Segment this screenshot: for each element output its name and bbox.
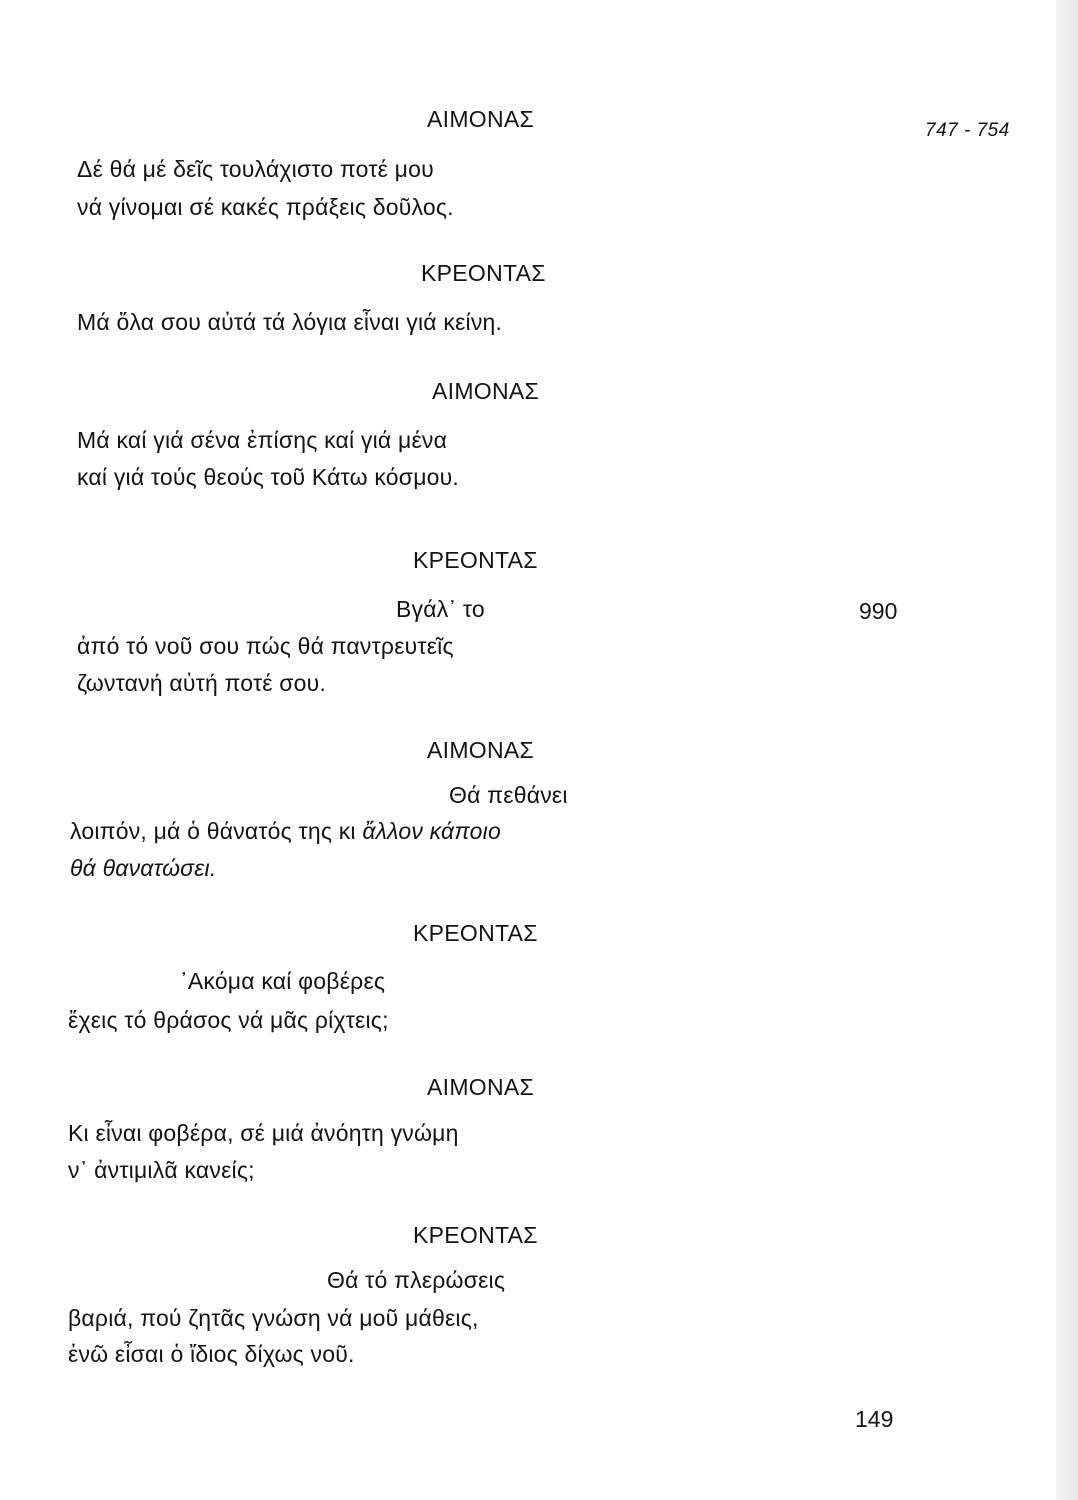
page-number: 149 xyxy=(855,1406,894,1432)
verse-text: λοιπόν, μά ὁ θάνατός της κι xyxy=(70,818,356,844)
verse-line: καί γιά τούς θεούς τοῦ Κάτω κόσμου. xyxy=(77,464,460,490)
speaker-name: ΚΡΕΟΝΤΑΣ xyxy=(413,920,538,946)
page-gutter-shadow xyxy=(1056,0,1078,1500)
verse-line: Δέ θά μέ δεῖς τουλάχιστο ποτέ μου xyxy=(77,156,434,182)
verse-line: νά γίνομαι σέ κακές πράξεις δοῦλος. xyxy=(77,194,454,220)
verse-line: ἀπό τό νοῦ σου πώς θά παντρευτεῖς xyxy=(77,633,454,659)
verse-line: βαριά, πού ζητᾶς γνώση νά μοῦ μάθεις, xyxy=(68,1305,479,1331)
verse-line: Βγάλ᾿ το xyxy=(396,596,485,622)
verse-line: Θά πεθάνει xyxy=(449,782,568,808)
verse-line: Κι εἶναι φοβέρα, σέ μιά ἀνόητη γνώμη xyxy=(68,1120,459,1146)
verse-line xyxy=(70,818,501,845)
verse-reference: 747 - 754 xyxy=(925,120,1010,141)
verse-line: ᾿Ακόμα καί φοβέρες xyxy=(180,968,386,994)
verse-line: Μά καί γιά σένα ἐπίσης καί γιά μένα xyxy=(77,427,448,453)
speaker-name: ΚΡΕΟΝΤΑΣ xyxy=(413,547,538,573)
speaker-name: ΚΡΕΟΝΤΑΣ xyxy=(413,1222,538,1248)
verse-line: ν᾿ ἀντιμιλᾶ κανείς; xyxy=(68,1157,255,1183)
line-number: 990 xyxy=(859,598,898,624)
verse-text-italic: ἄλλον κάποιο xyxy=(362,818,501,844)
verse-line: ἔχεις τό θράσος νά μᾶς ρίχτεις; xyxy=(68,1007,389,1033)
verse-line: Θά τό πλερώσεις xyxy=(327,1267,506,1293)
verse-line: Μά ὅλα σου αὐτά τά λόγια εἶναι γιά κείνη. xyxy=(77,309,503,335)
speaker-name: ΚΡΕΟΝΤΑΣ xyxy=(421,260,546,286)
verse-line: ἐνῶ εἶσαι ὁ ἴδιος δίχως νοῦ. xyxy=(68,1341,355,1367)
verse-line: θά θανατώσει. xyxy=(70,855,217,881)
speaker-name: ΑΙΜΟΝΑΣ xyxy=(427,106,535,132)
speaker-name: ΑΙΜΟΝΑΣ xyxy=(427,737,535,763)
verse-line: ζωντανή αὐτή ποτέ σου. xyxy=(77,670,327,696)
speaker-name: ΑΙΜΟΝΑΣ xyxy=(432,378,540,404)
speaker-name: ΑΙΜΟΝΑΣ xyxy=(427,1074,535,1100)
